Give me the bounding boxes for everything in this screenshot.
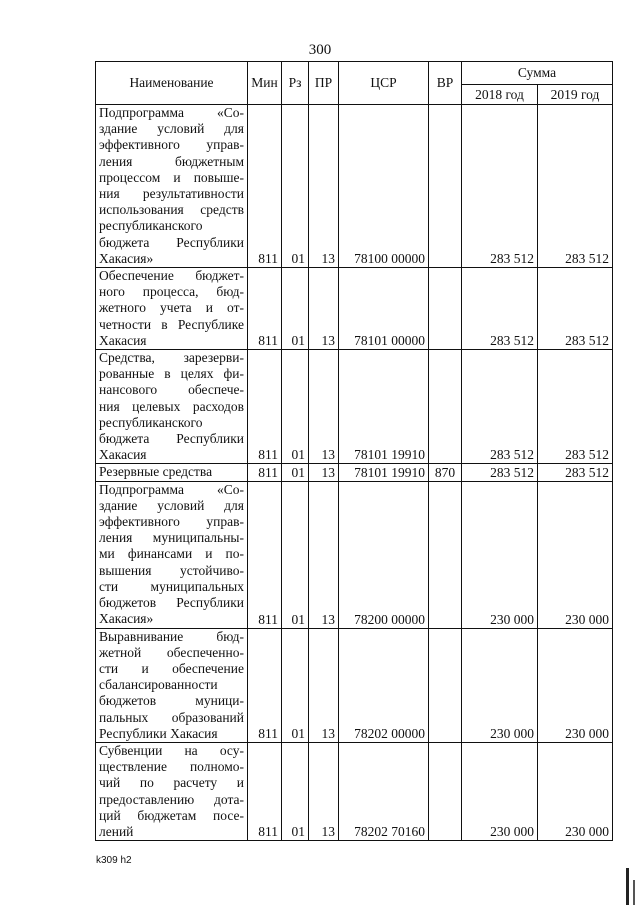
row-pr: 13 — [309, 481, 339, 628]
row-min: 811 — [248, 105, 282, 268]
row-name-line: пальных образований — [99, 709, 244, 725]
row-sum-2018: 283 512 — [462, 350, 538, 464]
header-year-2019: 2019 год — [538, 85, 613, 105]
row-pr: 13 — [309, 268, 339, 350]
row-name-line: Выравнивание бюд- — [99, 628, 244, 644]
row-name-line: сбалансированности — [99, 677, 218, 693]
row-name — [96, 628, 248, 742]
row-name-line: ций бюджетам посе- — [99, 807, 244, 823]
row-min: 811 — [248, 628, 282, 742]
row-sum-2018: 283 512 — [462, 268, 538, 350]
row-pr: 13 — [309, 464, 339, 481]
row-pr: 13 — [309, 105, 339, 268]
row-rz: 01 — [282, 481, 309, 628]
row-name-line: эффективного управ- — [99, 514, 244, 530]
row-min: 811 — [248, 268, 282, 350]
row-sum-2018: 230 000 — [462, 742, 538, 840]
row-name — [96, 268, 248, 350]
row-rz: 01 — [282, 742, 309, 840]
scan-edge-mark — [633, 880, 635, 905]
header-sum: Сумма — [462, 62, 613, 85]
row-name-line: Субвенции на осу- — [99, 742, 244, 758]
row-rz: 01 — [282, 628, 309, 742]
row-name-line: Подпрограмма «Со- — [99, 105, 244, 120]
row-name-line: здание условий для — [99, 121, 244, 137]
row-sum-2018: 230 000 — [462, 628, 538, 742]
row-name — [96, 742, 248, 840]
row-name — [96, 464, 248, 481]
table-header-row — [96, 62, 613, 85]
row-name-line: Резервные средства — [99, 464, 213, 480]
row-pr: 13 — [309, 742, 339, 840]
row-csr: 78101 19910 — [339, 464, 429, 481]
table-row — [96, 628, 613, 742]
budget-table — [95, 61, 613, 841]
table-row — [96, 464, 613, 481]
row-min: 811 — [248, 481, 282, 628]
row-sum-2018: 283 512 — [462, 464, 538, 481]
row-rz: 01 — [282, 268, 309, 350]
row-name-line: здание условий для — [99, 497, 244, 513]
table-row — [96, 268, 613, 350]
row-name-line: республиканского — [99, 218, 203, 234]
table-row — [96, 742, 613, 840]
row-name-line: ществление полномо- — [99, 759, 244, 775]
row-name-line: Хакасия — [99, 332, 147, 348]
row-rz: 01 — [282, 464, 309, 481]
header-name: Наименование — [96, 62, 248, 105]
row-name-line: ния целевых расходов — [99, 398, 244, 414]
row-name — [96, 105, 248, 268]
row-csr: 78200 00000 — [339, 481, 429, 628]
row-sum-2018: 283 512 — [462, 105, 538, 268]
row-sum-2018: 230 000 — [462, 481, 538, 628]
header-vr: ВР — [429, 62, 462, 105]
footer-code: k309 h2 — [96, 855, 132, 866]
table-row — [96, 481, 613, 628]
row-name-line: республиканского — [99, 414, 203, 430]
row-name-line: бюджетов муници- — [99, 693, 244, 709]
row-pr: 13 — [309, 350, 339, 464]
row-csr: 78101 00000 — [339, 268, 429, 350]
row-min: 811 — [248, 350, 282, 464]
row-sum-2019: 283 512 — [538, 464, 613, 481]
table-row — [96, 105, 613, 268]
row-name-line: сти и обеспечение — [99, 660, 244, 676]
row-min: 811 — [248, 742, 282, 840]
row-rz: 01 — [282, 350, 309, 464]
row-vr — [429, 105, 462, 268]
header-year-2018: 2018 год — [462, 85, 538, 105]
row-name-line: жетного учета и от- — [99, 300, 244, 316]
row-name-line: использования средств — [99, 202, 244, 218]
row-min: 811 — [248, 464, 282, 481]
row-name-line: ного процесса, бюд- — [99, 284, 244, 300]
row-vr — [429, 481, 462, 628]
row-name-line: бюджета Республики — [99, 234, 244, 250]
row-vr — [429, 742, 462, 840]
header-rz: Рз — [282, 62, 309, 105]
page-number: 300 — [308, 42, 332, 58]
row-csr: 78100 00000 — [339, 105, 429, 268]
row-name-line: четности в Республике — [99, 316, 244, 332]
row-sum-2019: 230 000 — [538, 481, 613, 628]
row-sum-2019: 283 512 — [538, 350, 613, 464]
row-sum-2019: 283 512 — [538, 268, 613, 350]
row-name-line: Хакасия» — [99, 250, 154, 266]
row-name — [96, 350, 248, 464]
row-name-line: Хакасия» — [99, 611, 154, 627]
table-row — [96, 350, 613, 464]
row-vr — [429, 350, 462, 464]
row-name-line: Подпрограмма «Со- — [99, 481, 244, 497]
row-pr: 13 — [309, 628, 339, 742]
row-csr: 78202 70160 — [339, 742, 429, 840]
table-body — [96, 105, 613, 841]
scan-edge-mark — [626, 868, 629, 905]
row-sum-2019: 230 000 — [538, 742, 613, 840]
row-sum-2019: 283 512 — [538, 105, 613, 268]
row-name-line: вышения устойчиво- — [99, 562, 244, 578]
header-csr: ЦСР — [339, 62, 429, 105]
row-csr: 78202 00000 — [339, 628, 429, 742]
row-name-line: Обеспечение бюджет- — [99, 268, 244, 284]
row-name-line: ления муниципальны- — [99, 530, 244, 546]
row-name-line: бюджетов Республики — [99, 595, 244, 611]
row-name-line: предоставлению дота- — [99, 791, 244, 807]
row-name-line: рованные в целях фи- — [99, 366, 244, 382]
row-csr: 78101 19910 — [339, 350, 429, 464]
row-name-line: ми финансами и по- — [99, 546, 244, 562]
row-sum-2019: 230 000 — [538, 628, 613, 742]
row-name-line: нансового обеспече- — [99, 382, 244, 398]
row-name-line: ния результативности — [99, 186, 244, 202]
row-name-line: чий по расчету и — [99, 775, 244, 791]
row-name-line: ления бюджетным — [99, 153, 244, 169]
row-name-line: Республики Хакасия — [99, 725, 218, 741]
row-name-line: сти муниципальных — [99, 578, 244, 594]
header-pr: ПР — [309, 62, 339, 105]
row-name-line: процессом и повыше- — [99, 169, 244, 185]
row-name-line: Хакасия — [99, 447, 147, 463]
row-name-line: жетной обеспеченно- — [99, 644, 244, 660]
row-vr: 870 — [429, 464, 462, 481]
row-name-line: эффективного управ- — [99, 137, 244, 153]
row-name-line: бюджета Республики — [99, 431, 244, 447]
row-name-line: Средства, зарезерви- — [99, 350, 244, 366]
header-min: Мин — [248, 62, 282, 105]
row-name — [96, 481, 248, 628]
row-vr — [429, 628, 462, 742]
row-name-line: лений — [99, 823, 134, 839]
row-rz: 01 — [282, 105, 309, 268]
row-vr — [429, 268, 462, 350]
